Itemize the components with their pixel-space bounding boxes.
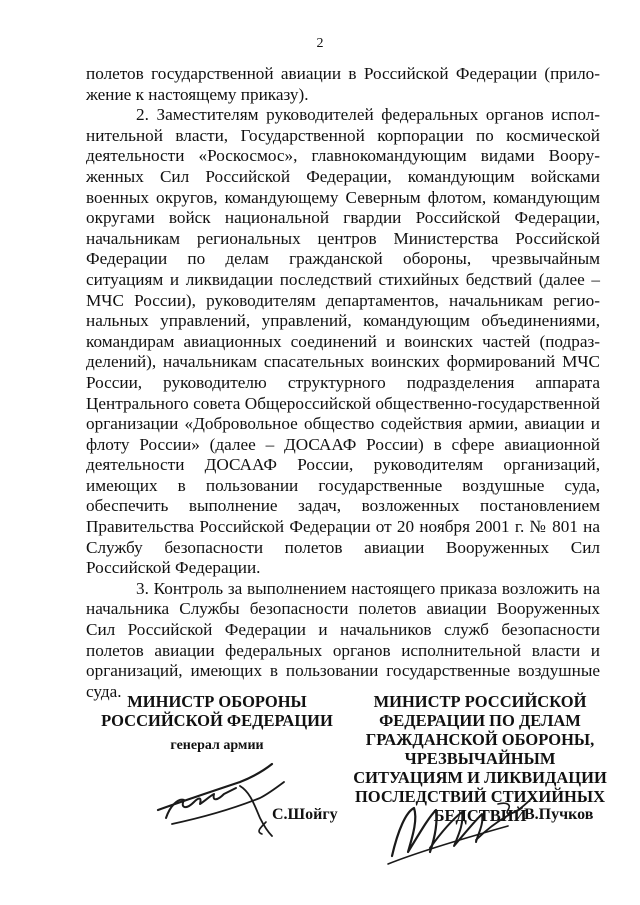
signature-title-line: ФЕДЕРАЦИИ ПО ДЕЛАМ [379,711,581,730]
signature-title-line: ЧРЕЗВЫЧАЙНЫМ [404,749,556,768]
signature-title-line: МИНИСТР ОБОРОНЫ [127,692,307,711]
handwritten-signature-right [378,790,538,870]
signature-title-line: ГРАЖДАНСКОЙ ОБОРОНЫ, [365,730,595,749]
signature-rank: генерал армии [170,738,264,753]
signatory-name-right: В.Пучков [524,806,594,823]
signatory-name-left: С.Шойгу [272,806,338,823]
signature-title-line: ПОСЛЕДСТВИЙ СТИХИЙНЫХ [354,787,606,806]
paragraph-continuation: полетов государственной авиации в Российской Федерации (прило-жение к настоящему приказу). [86,64,600,104]
page-number: 2 [316,36,324,51]
signature-title-line: БЕДСТВИЙ [433,806,527,825]
signature-title-line: МИНИСТР РОССИЙСКОЙ [373,692,587,711]
document-body [86,64,600,702]
signature-block-defense-minister [96,692,338,755]
signature-title-line: СИТУАЦИЯМ И ЛИКВИДАЦИИ [353,768,607,787]
handwritten-signature-left [150,752,290,844]
paragraph-item-3: 3. Контроль за выполнением настоящего приказа возложить на начальника Службы безопасности полетов авиации Вооруженных Сил Российской Федерации и начальников служб безопасности полетов авиации федеральных органов исполнительной власти и организаций, имеющих в пользовании государственные воздушные суда. [86,578,600,701]
paragraph-item-2: 2. Заместителям руководителей федеральных органов испол-нительной власти, Государственной корпорации по космической деятельности «Роскосмос», главнокомандующим видами Воору-женных Сил Российской Федерации, командующим войсками военных округов, командующему Северным флотом, командующим округами войск национальной гвардии Российской Федерации, начальникам региональных центров Министерства Российской Федерации по делам гражданской обороны, чрезвычайным ситуациям и ликвидации последствий стихийных бедствий (далее – МЧС России), руководителям департаментов, начальникам регио-нальных управлений, управлений, командующим объединениями, командирам авиационных соединений и воинских частей (подраз-делений), начальникам спасательных воинских формирований МЧС России, руководителю структурного подразделения аппарата Центрального совета Общероссийской общественно-государственной организации «Добровольное общество содействия армии, авиации и флоту России» (далее – ДОСААФ России) в сфере авиационной деятельности ДОСААФ России, руководителям организаций, имеющих в пользовании государственные воздушные суда, обеспечить выполнение задач, возложенных постановлением Правительства Российской Федерации от 20 ноября 2001 г. № 801 на Службу безопасности полетов авиации Вооруженных Сил Российской Федерации. [86,105,600,578]
signature-title-line: РОССИЙСКОЙ ФЕДЕРАЦИИ [101,711,333,730]
